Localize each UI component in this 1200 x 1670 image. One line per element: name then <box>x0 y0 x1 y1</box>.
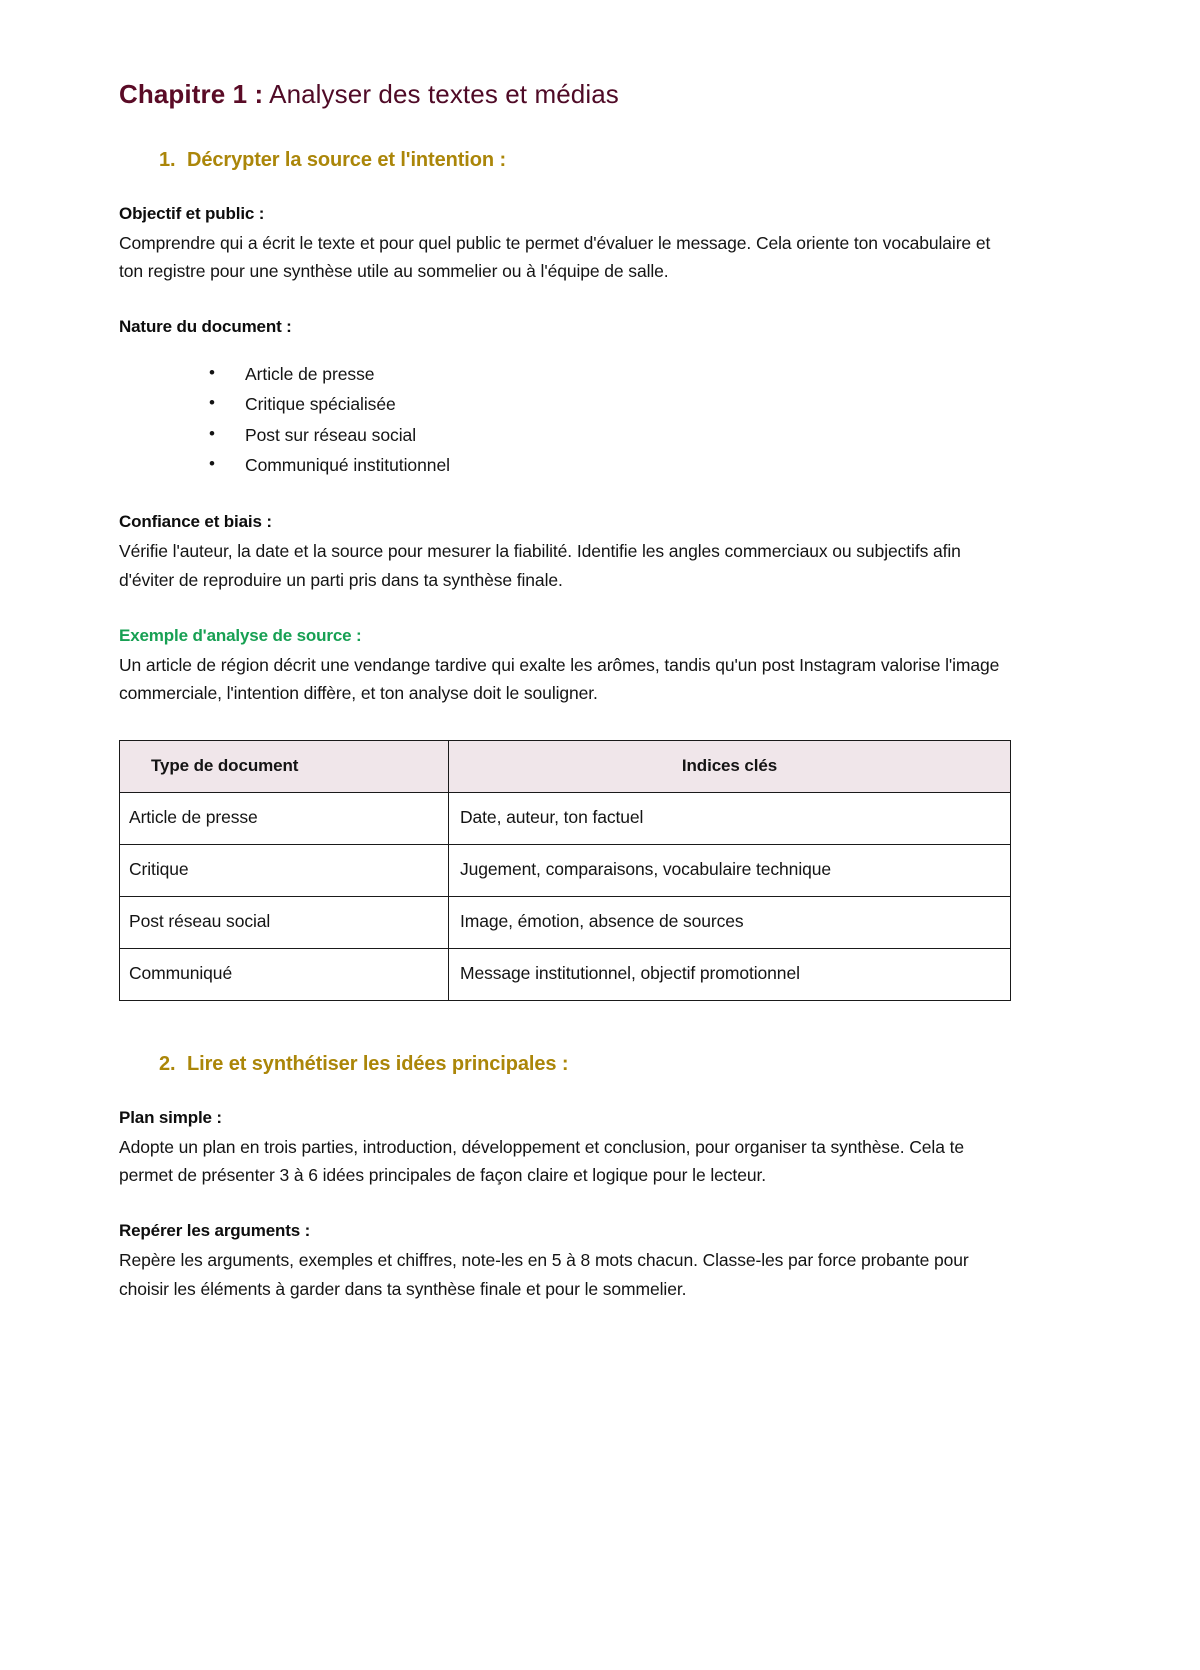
block-reperer-les-arguments <box>119 1221 1030 1303</box>
table-header-indices-cles: Indices clés <box>449 740 1011 792</box>
block-plan-simple <box>119 1108 1030 1190</box>
table-cell-indices: Image, émotion, absence de sources <box>449 896 1011 948</box>
table-header-row <box>120 740 1011 792</box>
table-wrapper <box>119 740 1030 1001</box>
table-cell-indices: Date, auteur, ton factuel <box>449 792 1011 844</box>
table-cell-type: Critique <box>120 844 449 896</box>
sub-heading-exemple-analyse-source: Exemple d'analyse de source : <box>119 625 362 645</box>
paragraph-confiance-et-biais: Vérifie l'auteur, la date et la source pour mesurer la fiabilité. Identifie les angles commerciaux ou subjectifs afin d'éviter de reproduire un parti pris dans ta synthèse finale. <box>119 541 961 590</box>
section-title-1: Décrypter la source et l'intention : <box>187 148 507 171</box>
table-cell-indices: Jugement, comparaisons, vocabulaire technique <box>449 844 1011 896</box>
table-body <box>120 792 1011 1000</box>
table-row <box>120 896 1011 948</box>
sub-heading-reperer-les-arguments: Repérer les arguments : <box>119 1221 311 1241</box>
page-title-rest: Analyser des textes et médias <box>263 79 619 109</box>
list-item: • Communiqué institutionnel <box>209 450 1030 480</box>
table-cell-type: Post réseau social <box>120 896 449 948</box>
sub-heading-plan-simple: Plan simple : <box>119 1107 222 1127</box>
section-heading-1 <box>119 149 1030 172</box>
list-item: • Article de presse <box>209 359 1030 389</box>
table-row <box>120 844 1011 896</box>
table-row <box>120 792 1011 844</box>
sub-heading-objectif-et-public: Objectif et public : <box>119 203 265 223</box>
page-title <box>119 78 1030 111</box>
section-number-2: 2. <box>159 1052 176 1075</box>
sub-heading-nature-du-document: Nature du document : <box>119 317 292 337</box>
paragraph-reperer-les-arguments: Repère les arguments, exemples et chiffres, note-les en 5 à 8 mots chacun. Classe-les par force probante pour choisir les éléments à garder dans ta synthèse finale et pour le sommelier. <box>119 1250 969 1299</box>
document-types-table <box>119 740 1011 1001</box>
list-item: • Post sur réseau social <box>209 420 1030 450</box>
section-heading-2 <box>119 1053 1030 1076</box>
table-head <box>120 740 1011 792</box>
paragraph-objectif-et-public: Comprendre qui a écrit le texte et pour quel public te permet d'évaluer le message. Cela oriente ton vocabulaire et ton registre pour une synthèse utile au sommelier ou à l'équipe de salle. <box>119 232 991 281</box>
table-cell-type: Article de presse <box>120 792 449 844</box>
section-number-1: 1. <box>159 148 176 171</box>
table-row <box>120 948 1011 1000</box>
section-title-2: Lire et synthétiser les idées principales : <box>187 1052 569 1075</box>
page-title-prefix: Chapitre 1 : <box>119 79 264 109</box>
paragraph-plan-simple: Adopte un plan en trois parties, introduction, développement et conclusion, pour organiser ta synthèse. Cela te permet de présenter 3 à 6 idées principales de façon claire et logique pour le lecteur. <box>119 1136 964 1185</box>
table-cell-indices: Message institutionnel, objectif promotionnel <box>449 948 1011 1000</box>
spacer <box>119 1001 1030 1025</box>
list-item: • Critique spécialisée <box>209 389 1030 419</box>
block-exemple-analyse-source <box>119 626 1030 708</box>
list-nature-du-document <box>119 359 1030 480</box>
sub-heading-confiance-et-biais: Confiance et biais : <box>119 512 272 532</box>
block-objectif-et-public <box>119 204 1030 286</box>
block-confiance-et-biais <box>119 512 1030 594</box>
table-cell-type: Communiqué <box>120 948 449 1000</box>
block-nature-du-document <box>119 317 1030 480</box>
table-header-type-de-document: Type de document <box>120 740 449 792</box>
paragraph-exemple-analyse-source: Un article de région décrit une vendange tardive qui exalte les arômes, tandis qu'un post Instagram valorise l'image commerciale, l'intention diffère, et ton analyse doit le souligner. <box>119 654 1000 704</box>
